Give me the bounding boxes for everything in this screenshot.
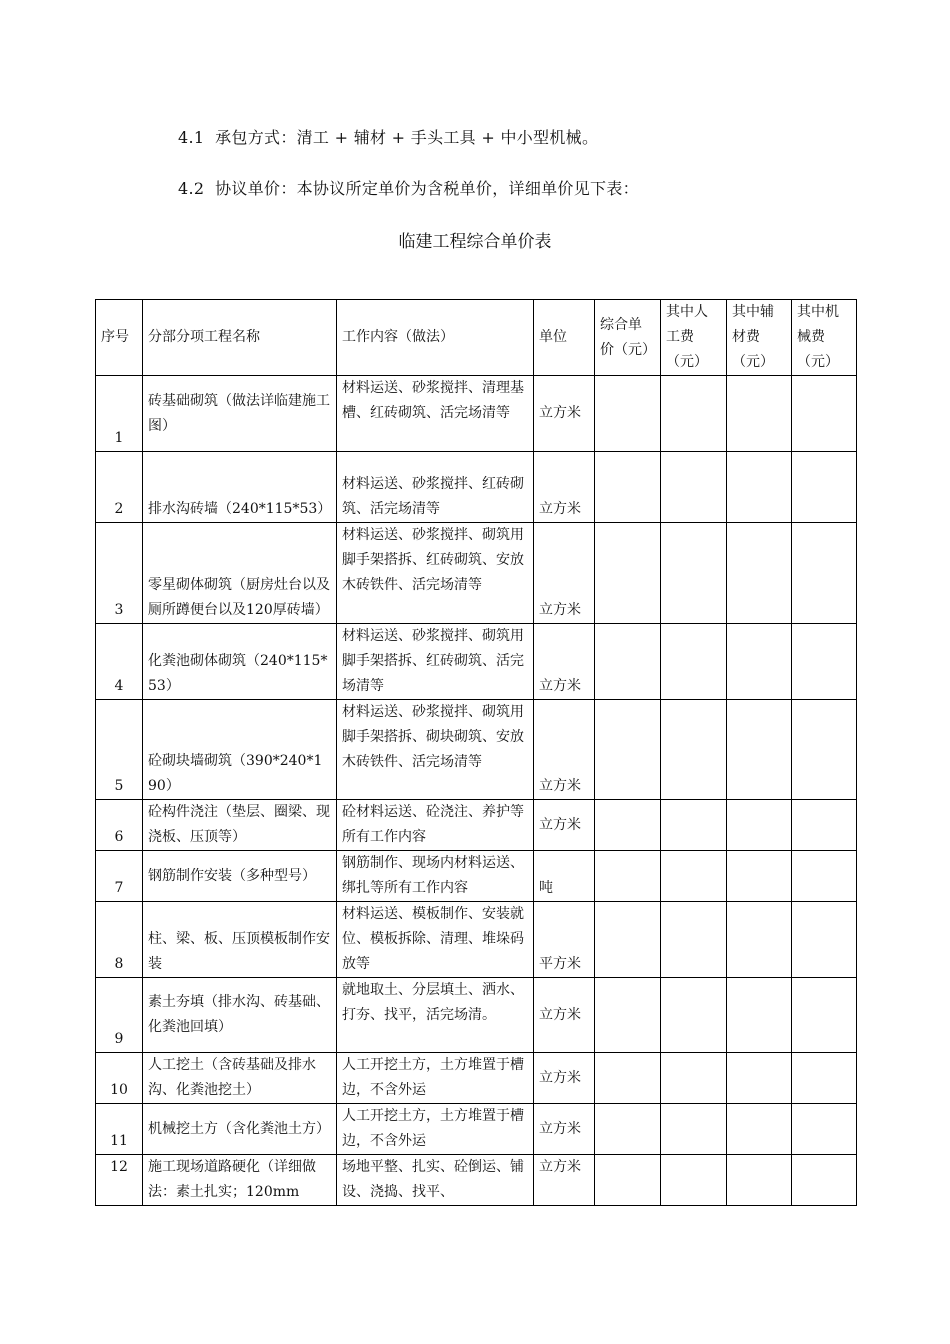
table-title: 临建工程综合单价表: [398, 232, 552, 252]
row-machine-cost: [792, 523, 857, 624]
header-unit: 单位: [534, 300, 595, 376]
header-no: 序号: [96, 300, 143, 376]
table-row: [96, 902, 857, 978]
row-no: 6: [96, 800, 143, 851]
row-labor-cost: [661, 376, 727, 452]
row-aux-cost: [727, 851, 792, 902]
row-no: 10: [96, 1053, 143, 1104]
unit-price-paragraph: 4.2 协议单价：本协议所定单价为含税单价，详细单价见下表：: [178, 179, 639, 198]
row-no: 12: [96, 1155, 143, 1206]
row-machine-cost: [792, 1155, 857, 1206]
row-content: 人工开挖土方，土方堆置于槽边，不含外运: [337, 1053, 534, 1104]
row-name: 砼砌块墙砌筑（390*240*190）: [143, 700, 337, 800]
row-name: 素土夯填（排水沟、砖基础、化粪池回填）: [143, 978, 337, 1053]
row-name: 零星砌体砌筑（厨房灶台以及厕所蹲便台以及120厚砖墙）: [143, 523, 337, 624]
row-content: 材料运送、砂浆搅拌、砌筑用脚手架搭拆、红砖砌筑、活完场清等: [337, 624, 534, 700]
row-content: 人工开挖土方，土方堆置于槽边，不含外运: [337, 1104, 534, 1155]
row-unit: 立方米: [534, 1053, 595, 1104]
row-labor-cost: [661, 978, 727, 1053]
row-name: 砖基础砌筑（做法详临建施工图）: [143, 376, 337, 452]
row-total-price: [595, 452, 661, 523]
row-name: 砼构件浇注（垫层、圈梁、现浇板、压顶等）: [143, 800, 337, 851]
row-labor-cost: [661, 700, 727, 800]
row-name: 机械挖土方（含化粪池土方）: [143, 1104, 337, 1155]
row-labor-cost: [661, 1104, 727, 1155]
row-unit: 立方米: [534, 376, 595, 452]
row-labor-cost: [661, 800, 727, 851]
row-labor-cost: [661, 624, 727, 700]
row-aux-cost: [727, 1104, 792, 1155]
row-labor-cost: [661, 1155, 727, 1206]
row-total-price: [595, 523, 661, 624]
row-aux-cost: [727, 800, 792, 851]
row-aux-cost: [727, 902, 792, 978]
row-unit: 立方米: [534, 452, 595, 523]
table-row: [96, 1155, 857, 1206]
row-machine-cost: [792, 1053, 857, 1104]
table-row: [96, 1104, 857, 1155]
table-row: [96, 851, 857, 902]
row-no: 9: [96, 978, 143, 1053]
row-content: 材料运送、砂浆搅拌、红砖砌筑、活完场清等: [337, 452, 534, 523]
row-labor-cost: [661, 851, 727, 902]
table-row: [96, 800, 857, 851]
row-total-price: [595, 376, 661, 452]
table-row: [96, 978, 857, 1053]
contract-method-paragraph: 4.1 承包方式：清工 + 辅材 + 手头工具 + 中小型机械。: [178, 128, 599, 147]
row-aux-cost: [727, 376, 792, 452]
table-row: [96, 376, 857, 452]
row-machine-cost: [792, 800, 857, 851]
row-name: 施工现场道路硬化（详细做法：素土扎实；120mm: [143, 1155, 337, 1206]
row-unit: 立方米: [534, 1155, 595, 1206]
row-name: 人工挖土（含砖基础及排水沟、化粪池挖土）: [143, 1053, 337, 1104]
row-unit: 平方米: [534, 902, 595, 978]
row-no: 11: [96, 1104, 143, 1155]
row-labor-cost: [661, 523, 727, 624]
unit-price-table: [95, 299, 857, 1206]
row-aux-cost: [727, 1155, 792, 1206]
table-row: [96, 452, 857, 523]
row-name: 排水沟砖墙（240*115*53）: [143, 452, 337, 523]
row-content: 砼材料运送、砼浇注、养护等所有工作内容: [337, 800, 534, 851]
row-aux-cost: [727, 624, 792, 700]
row-name: 化粪池砌体砌筑（240*115*53）: [143, 624, 337, 700]
row-unit: 立方米: [534, 624, 595, 700]
row-total-price: [595, 902, 661, 978]
row-machine-cost: [792, 452, 857, 523]
row-content: 材料运送、砂浆搅拌、清理基槽、红砖砌筑、活完场清等: [337, 376, 534, 452]
row-total-price: [595, 800, 661, 851]
row-machine-cost: [792, 978, 857, 1053]
row-aux-cost: [727, 1053, 792, 1104]
row-unit: 立方米: [534, 800, 595, 851]
row-aux-cost: [727, 978, 792, 1053]
row-unit: 立方米: [534, 978, 595, 1053]
row-name: 柱、梁、板、压顶模板制作安装: [143, 902, 337, 978]
table-row: [96, 523, 857, 624]
table-header-row: [96, 300, 857, 376]
row-no: 5: [96, 700, 143, 800]
row-aux-cost: [727, 523, 792, 624]
header-aux-material-cost: 其中辅材费（元）: [727, 300, 792, 376]
row-unit: 吨: [534, 851, 595, 902]
header-labor-cost: 其中人工费（元）: [661, 300, 727, 376]
row-total-price: [595, 1155, 661, 1206]
row-labor-cost: [661, 902, 727, 978]
row-machine-cost: [792, 700, 857, 800]
table-row: [96, 624, 857, 700]
header-machine-cost: 其中机械费（元）: [792, 300, 857, 376]
row-total-price: [595, 624, 661, 700]
row-no: 3: [96, 523, 143, 624]
header-total-price: 综合单价（元）: [595, 300, 661, 376]
row-content: 就地取土、分层填土、洒水、打夯、找平，活完场清。: [337, 978, 534, 1053]
row-aux-cost: [727, 452, 792, 523]
row-total-price: [595, 978, 661, 1053]
row-total-price: [595, 1053, 661, 1104]
row-name: 钢筋制作安装（多种型号）: [143, 851, 337, 902]
row-no: 1: [96, 376, 143, 452]
row-content: 材料运送、砂浆搅拌、砌筑用脚手架搭拆、红砖砌筑、安放木砖铁件、活完场清等: [337, 523, 534, 624]
row-content: 钢筋制作、现场内材料运送、绑扎等所有工作内容: [337, 851, 534, 902]
row-no: 7: [96, 851, 143, 902]
row-no: 2: [96, 452, 143, 523]
row-machine-cost: [792, 902, 857, 978]
row-machine-cost: [792, 376, 857, 452]
table-row: [96, 700, 857, 800]
row-content: 场地平整、扎实、砼倒运、铺设、浇捣、找平、: [337, 1155, 534, 1206]
table-row: [96, 1053, 857, 1104]
row-unit: 立方米: [534, 523, 595, 624]
row-machine-cost: [792, 624, 857, 700]
row-no: 8: [96, 902, 143, 978]
header-content: 工作内容（做法）: [337, 300, 534, 376]
row-labor-cost: [661, 1053, 727, 1104]
row-content: 材料运送、模板制作、安装就位、模板拆除、清理、堆垛码放等: [337, 902, 534, 978]
row-unit: 立方米: [534, 1104, 595, 1155]
row-unit: 立方米: [534, 700, 595, 800]
row-machine-cost: [792, 1104, 857, 1155]
row-no: 4: [96, 624, 143, 700]
row-labor-cost: [661, 452, 727, 523]
row-aux-cost: [727, 700, 792, 800]
row-total-price: [595, 1104, 661, 1155]
row-total-price: [595, 851, 661, 902]
row-total-price: [595, 700, 661, 800]
row-machine-cost: [792, 851, 857, 902]
header-name: 分部分项工程名称: [143, 300, 337, 376]
row-content: 材料运送、砂浆搅拌、砌筑用脚手架搭拆、砌块砌筑、安放木砖铁件、活完场清等: [337, 700, 534, 800]
